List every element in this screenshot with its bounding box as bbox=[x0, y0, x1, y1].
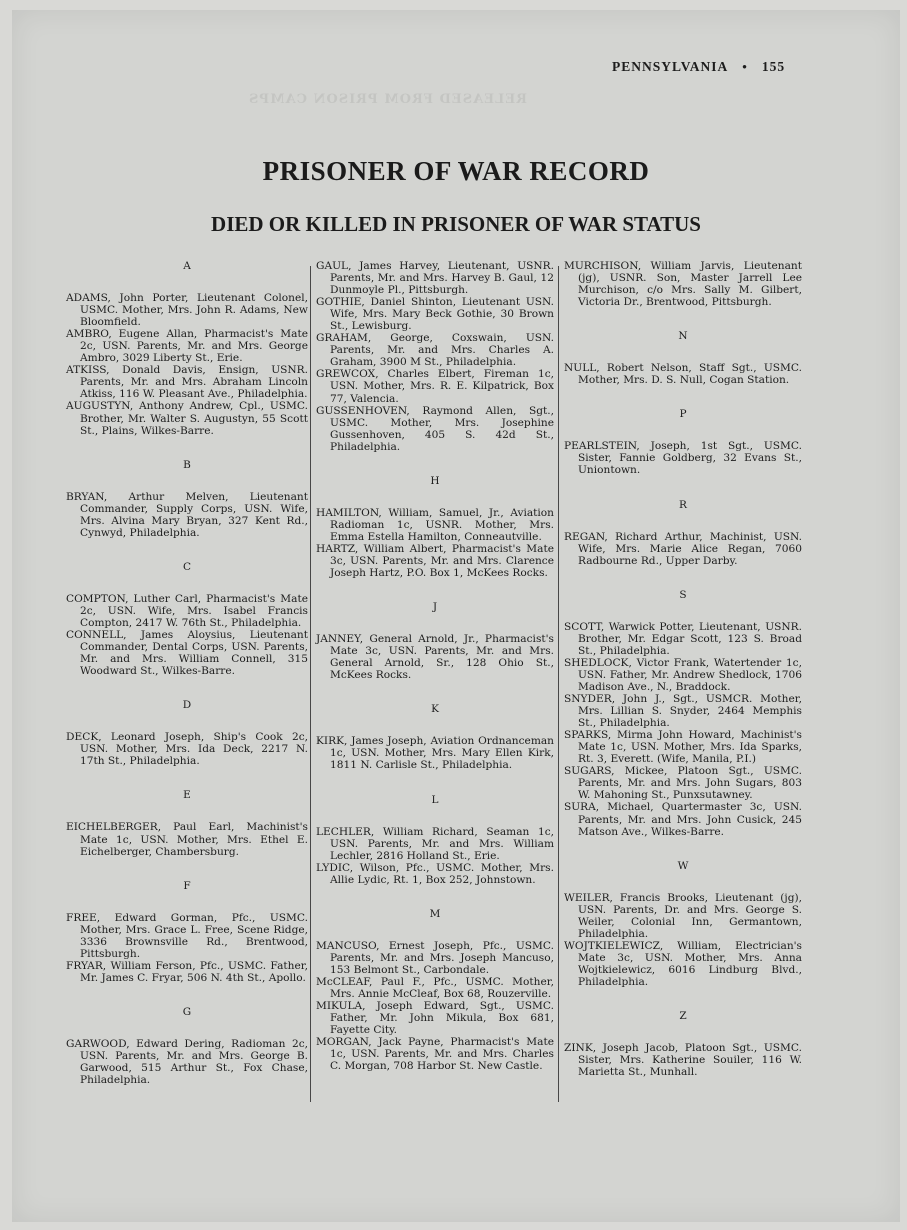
casualty-entry: EICHELBERGER, Paul Earl, Machinist's Mate 1c, USN. Mother, Mrs. Ethel E. Eichelberger, Chambersburg. bbox=[66, 821, 308, 858]
section-letter: R bbox=[679, 498, 687, 511]
text-column-1 bbox=[66, 260, 308, 1108]
casualty-entry: AMBRO, Eugene Allan, Pharmacist's Mate 2c, USN. Parents, Mr. and Mrs. George Ambro, 3029 Liberty St., Erie. bbox=[66, 328, 308, 365]
section-letter: M bbox=[429, 907, 441, 920]
casualty-entry: ATKISS, Donald Davis, Ensign, USNR. Parents, Mr. and Mrs. Abraham Lincoln Atkiss, 116 W. Pleasant Ave., Philadelphia. bbox=[66, 364, 308, 401]
alphabet-section bbox=[564, 330, 802, 386]
casualty-entry: SHEDLOCK, Victor Frank, Watertender 1c, USN. Father, Mr. Andrew Shedlock, 1706 Madison Ave., N., Braddock. bbox=[564, 656, 802, 693]
section-letter: D bbox=[182, 699, 192, 712]
casualty-entry: McCLEAF, Paul F., Pfc., USMC. Mother, Mrs. Annie McCleaf, Box 68, Rouzerville. bbox=[316, 975, 554, 1001]
casualty-entry: CONNELL, James Aloysius, Lieutenant Commander, Dental Corps, USN. Parents, Mr. and Mrs. William Connell, 315 Woodward St., Wilkes-Barre. bbox=[66, 629, 308, 678]
casualty-entry: WEILER, Francis Brooks, Lieutenant (jg), USN. Parents, Dr. and Mrs. George S. Weiler, Colonial Inn, Germantown, Philadelphia. bbox=[564, 891, 802, 940]
casualty-entry: SNYDER, John J., Sgt., USMCR. Mother, Mrs. Lillian S. Snyder, 2464 Memphis St., Philadelphia. bbox=[564, 693, 802, 730]
casualty-entry: LYDIC, Wilson, Pfc., USMC. Mother, Mrs. Allie Lydic, Rt. 1, Box 252, Johnstown. bbox=[316, 861, 554, 886]
alphabet-section bbox=[564, 260, 802, 308]
alphabet-section bbox=[66, 789, 308, 857]
page-number: 155 bbox=[761, 59, 786, 74]
casualty-entry: KIRK, James Joseph, Aviation Ordnanceman 1c, USN. Mother, Mrs. Mary Ellen Kirk, 1811 N. Carlisle St., Philadelphia. bbox=[316, 735, 554, 772]
alphabet-section bbox=[66, 561, 308, 677]
casualty-entry: LECHLER, William Richard, Seaman 1c, USN. Parents, Mr. and Mrs. William Lechler, 2816 Holland St., Erie. bbox=[316, 825, 554, 862]
section-letter: K bbox=[431, 703, 439, 716]
alphabet-section bbox=[66, 459, 308, 539]
text-column-3 bbox=[564, 260, 802, 1100]
text-column-2 bbox=[316, 260, 554, 1094]
alphabet-section bbox=[316, 260, 554, 453]
casualty-entry: HARTZ, William Albert, Pharmacist's Mate 3c, USN. Parents, Mr. and Mrs. Clarence Joseph Hartz, P.O. Box 1, McKees Rocks. bbox=[316, 542, 554, 580]
casualty-entry: NULL, Robert Nelson, Staff Sgt., USMC. Mother, Mrs. D. S. Null, Cogan Station. bbox=[564, 362, 802, 387]
alphabet-section bbox=[316, 703, 554, 771]
casualty-entry: FRYAR, William Ferson, Pfc., USMC. Father, Mr. James C. Fryar, 506 N. 4th St., Apollo. bbox=[66, 959, 308, 984]
casualty-entry: SPARKS, Mirma John Howard, Machinist's Mate 1c, USN. Mother, Mrs. Ida Sparks, Rt. 3, Everett. (Wife, Manila, P.I.) bbox=[564, 729, 802, 766]
section-letter: A bbox=[183, 260, 191, 272]
casualty-entry: COMPTON, Luther Carl, Pharmacist's Mate 2c, USN. Wife, Mrs. Isabel Francis Compton, 2417 W. 76th St., Philadelphia. bbox=[66, 592, 308, 629]
casualty-entry: GRAHAM, George, Coxswain, USN. Parents, Mr. and Mrs. Charles A. Graham, 3900 M St., Philadelphia. bbox=[316, 332, 554, 369]
casualty-entry: GUSSENHOVEN, Raymond Allen, Sgt., USMC. Mother, Mrs. Josephine Gussenhoven, 405 S. 42d St., Philadelphia. bbox=[316, 404, 554, 453]
section-letter: P bbox=[679, 408, 687, 421]
section-letter: F bbox=[183, 879, 191, 892]
casualty-entry: MIKULA, Joseph Edward, Sgt., USMC. Father, Mr. John Mikula, Box 681, Fayette City. bbox=[316, 1000, 554, 1037]
casualty-entry: GOTHIE, Daniel Shinton, Lieutenant USN. Wife, Mrs. Mary Beck Gothie, 30 Brown St., Lewisburg. bbox=[316, 296, 554, 333]
casualty-entry: SUGARS, Mickee, Platoon Sgt., USMC. Parents, Mr. and Mrs. John Sugars, 803 W. Mahoning St., Punxsutawney. bbox=[564, 765, 802, 802]
section-letter: H bbox=[430, 474, 440, 487]
separator-dot: • bbox=[742, 59, 748, 74]
alphabet-section bbox=[564, 589, 802, 838]
casualty-entry: MORGAN, Jack Payne, Pharmacist's Mate 1c, USN. Parents, Mr. and Mrs. Charles C. Morgan, 708 Harbor St. New Castle. bbox=[316, 1036, 554, 1073]
running-head bbox=[612, 59, 785, 75]
casualty-entry: BRYAN, Arthur Melven, Lieutenant Commander, Supply Corps, USN. Wife, Mrs. Alvina Mary Bryan, 327 Kent Rd., Cynwyd, Philadelphia. bbox=[66, 490, 308, 539]
casualty-entry: GARWOOD, Edward Dering, Radioman 2c, USN. Parents, Mr. and Mrs. George B. Garwood, 515 Arthur St., Fox Chase, Philadelphia. bbox=[66, 1037, 308, 1087]
section-letter: S bbox=[679, 588, 687, 601]
casualty-entry: ADAMS, John Porter, Lieutenant Colonel, USMC. Mother, Mrs. John R. Adams, New Bloomfield. bbox=[66, 292, 308, 329]
section-letter: W bbox=[677, 859, 689, 872]
section-letter: J bbox=[432, 601, 438, 614]
casualty-entry: FREE, Edward Gorman, Pfc., USMC. Mother, Mrs. Grace L. Free, Scene Ridge, 3336 Brownsville Rd., Brentwood, Pittsburgh. bbox=[66, 911, 308, 960]
casualty-entry: AUGUSTYN, Anthony Andrew, Cpl., USMC. Brother, Mr. Walter S. Augustyn, 55 Scott St., Plains, Wilkes-Barre. bbox=[66, 400, 308, 437]
section-letter: B bbox=[183, 458, 191, 471]
alphabet-section bbox=[66, 1006, 308, 1086]
alphabet-section bbox=[66, 880, 308, 984]
column-divider bbox=[558, 266, 559, 1102]
casualty-entry: MANCUSO, Ernest Joseph, Pfc., USMC. Parents, Mr. and Mrs. Joseph Mancuso, 153 Belmont St., Carbondale. bbox=[316, 939, 554, 976]
page-title: PRISONER OF WAR RECORD bbox=[262, 156, 650, 186]
alphabet-section bbox=[564, 1010, 802, 1078]
casualty-entry: DECK, Leonard Joseph, Ship's Cook 2c, USN. Mother, Mrs. Ida Deck, 2217 N. 17th St., Philadelphia. bbox=[66, 731, 308, 768]
section-letter: E bbox=[183, 789, 191, 802]
casualty-entry: ZINK, Joseph Jacob, Platoon Sgt., USMC. Sister, Mrs. Katherine Souiler, 116 W. Marietta St., Munhall. bbox=[564, 1042, 802, 1079]
section-letter: Z bbox=[679, 1010, 687, 1023]
casualty-entry: WOJTKIELEWICZ, William, Electrician's Mate 3c, USN. Mother, Mrs. Anna Wojtkielewicz, 6016 Lindburg Blvd., Philadelphia. bbox=[564, 939, 802, 988]
casualty-entry: SCOTT, Warwick Potter, Lieutenant, USNR. Brother, Mr. Edgar Scott, 123 S. Broad St., Philadelphia. bbox=[564, 620, 802, 657]
casualty-entry: REGAN, Richard Arthur, Machinist, USN. Wife, Mrs. Marie Alice Regan, 7060 Radbourne Rd., Upper Darby. bbox=[564, 530, 802, 567]
bleed-through-text: RELEASED FROM PRISON CAMPS bbox=[248, 92, 527, 107]
section-letter: L bbox=[431, 793, 439, 806]
section-letter: C bbox=[182, 560, 192, 573]
section-letter: G bbox=[182, 1005, 192, 1018]
alphabet-section bbox=[316, 794, 554, 886]
casualty-entry: GREWCOX, Charles Elbert, Fireman 1c, USN. Mother, Mrs. R. E. Kilpatrick, Box 77, Valencia. bbox=[316, 368, 554, 405]
alphabet-section bbox=[316, 601, 554, 681]
section-letter: N bbox=[678, 330, 688, 343]
page-subtitle: DIED OR KILLED IN PRISONER OF WAR STATUS bbox=[211, 212, 701, 236]
casualty-entry: GAUL, James Harvey, Lieutenant, USNR. Parents, Mr. and Mrs. Harvey B. Gaul, 12 Dunmoyle Pl., Pittsburgh. bbox=[316, 260, 554, 297]
casualty-entry: PEARLSTEIN, Joseph, 1st Sgt., USMC. Sister, Fannie Goldberg, 32 Evans St., Uniontown. bbox=[564, 440, 802, 477]
alphabet-section bbox=[564, 408, 802, 476]
document-page bbox=[12, 10, 900, 1222]
alphabet-section bbox=[564, 860, 802, 988]
alphabet-section bbox=[316, 908, 554, 1073]
casualty-entry: JANNEY, General Arnold, Jr., Pharmacist's Mate 3c, USN. Parents, Mr. and Mrs. General Arnold, Sr., 128 Ohio St., McKees Rocks. bbox=[316, 633, 554, 682]
casualty-entry: SURA, Michael, Quartermaster 3c, USN. Parents, Mr. and Mrs. John Cusick, 245 Matson Ave., Wilkes-Barre. bbox=[564, 801, 802, 838]
state-name: PENNSYLVANIA bbox=[612, 59, 729, 74]
column-divider bbox=[310, 266, 311, 1102]
alphabet-section bbox=[564, 499, 802, 567]
casualty-entry: HAMILTON, William, Samuel, Jr., Aviation Radioman 1c, USNR. Mother, Mrs. Emma Estella Hamilton, Conneautville. bbox=[316, 506, 554, 543]
alphabet-section bbox=[316, 475, 554, 579]
alphabet-section bbox=[66, 260, 308, 437]
alphabet-section bbox=[66, 699, 308, 767]
casualty-entry: MURCHISON, William Jarvis, Lieutenant (jg), USNR. Son, Master Jarrell Lee Murchison, c/o Mrs. Sally M. Gilbert, Victoria Dr., Brentwood, Pittsburgh. bbox=[564, 260, 802, 309]
